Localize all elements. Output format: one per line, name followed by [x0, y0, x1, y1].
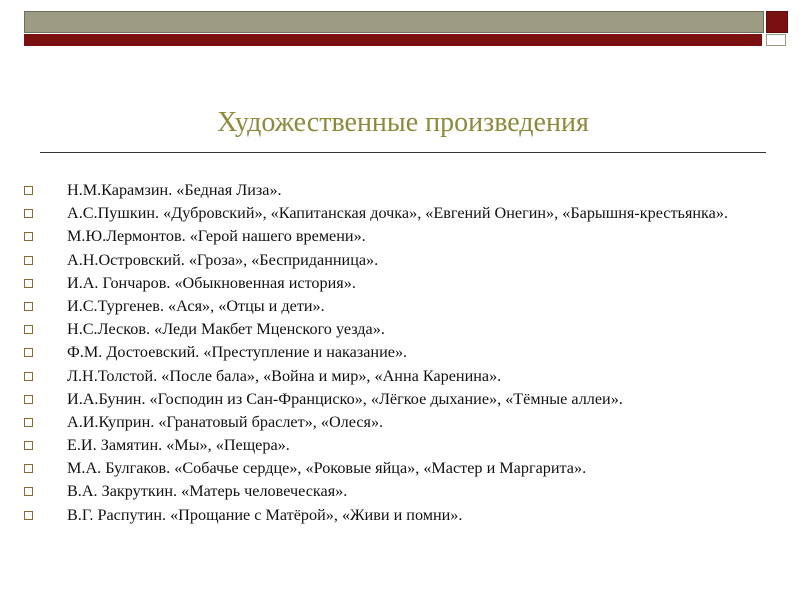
- list-item: [24, 180, 784, 201]
- square-bullet-icon: [24, 441, 33, 450]
- square-bullet-icon: [24, 302, 33, 311]
- list-item: [24, 273, 784, 294]
- list-item-text: В.Г. Распутин. «Прощание с Матёрой», «Живи и помни».: [67, 505, 463, 524]
- square-bullet-icon: [24, 418, 33, 427]
- list-item-text: Л.Н.Толстой. «После бала», «Война и мир», «Анна Каренина».: [67, 366, 502, 385]
- list-item-text: Н.М.Карамзин. «Бедная Лиза».: [67, 181, 282, 199]
- accent-stripe: [24, 34, 762, 46]
- list-item: [24, 458, 784, 479]
- list-item: [24, 505, 784, 526]
- square-bullet-icon: [24, 209, 33, 218]
- square-bullet-icon: [24, 232, 33, 241]
- slide-title: Художественные произведения: [217, 107, 589, 138]
- list-item-text: Н.С.Лесков. «Леди Макбет Мценского уезда».: [67, 320, 385, 339]
- square-bullet-icon: [24, 487, 33, 496]
- list-item: [24, 412, 784, 433]
- list-item-text: А.И.Куприн. «Гранатовый браслет», «Олеся».: [67, 412, 384, 431]
- square-bullet-icon: [24, 464, 33, 473]
- list-item: [24, 319, 784, 340]
- list-item: [24, 226, 784, 247]
- accent-stripe-square: [766, 34, 786, 46]
- list-item: [24, 296, 784, 317]
- list-item: [24, 435, 784, 456]
- square-bullet-icon: [24, 395, 33, 404]
- list-item: [24, 203, 784, 224]
- list-item: [24, 366, 784, 387]
- list-item-text: М.Ю.Лермонтов. «Герой нашего времени».: [67, 227, 366, 246]
- list-item-text: М.А. Булгаков. «Собачье сердце», «Роковые яйца», «Мастер и Маргарита».: [67, 459, 587, 478]
- list-item: [24, 342, 784, 363]
- title-divider: [40, 152, 766, 153]
- list-item-text: И.А.Бунин. «Господин из Сан-Франциско», «Лёгкое дыхание», «Тёмные аллеи».: [67, 389, 623, 408]
- square-bullet-icon: [24, 372, 33, 381]
- list-item: [24, 250, 784, 271]
- square-bullet-icon: [24, 348, 33, 357]
- list-item-text: В.А. Закруткин. «Матерь человеческая».: [67, 482, 348, 501]
- header-corner-square: [766, 11, 788, 33]
- list-item-text: И.С.Тургенев. «Ася», «Отцы и дети».: [67, 296, 325, 315]
- square-bullet-icon: [24, 325, 33, 334]
- header-bar: [24, 11, 764, 33]
- list-item-text: Ф.М. Достоевский. «Преступление и наказание».: [67, 343, 408, 362]
- list-item: [24, 481, 784, 502]
- list-item-text: И.А. Гончаров. «Обыкновенная история».: [67, 273, 356, 292]
- square-bullet-icon: [24, 511, 33, 520]
- square-bullet-icon: [24, 279, 33, 288]
- square-bullet-icon: [24, 256, 33, 265]
- list-item-text: А.С.Пушкин. «Дубровский», «Капитанская дочка», «Евгений Онегин», «Барышня-крестьянка».: [67, 204, 728, 223]
- works-list: [24, 180, 784, 528]
- square-bullet-icon: [24, 186, 33, 195]
- list-item: [24, 389, 784, 410]
- list-item-text: Е.И. Замятин. «Мы», «Пещера».: [67, 436, 290, 455]
- list-item-text: А.Н.Островский. «Гроза», «Бесприданница».: [67, 250, 379, 269]
